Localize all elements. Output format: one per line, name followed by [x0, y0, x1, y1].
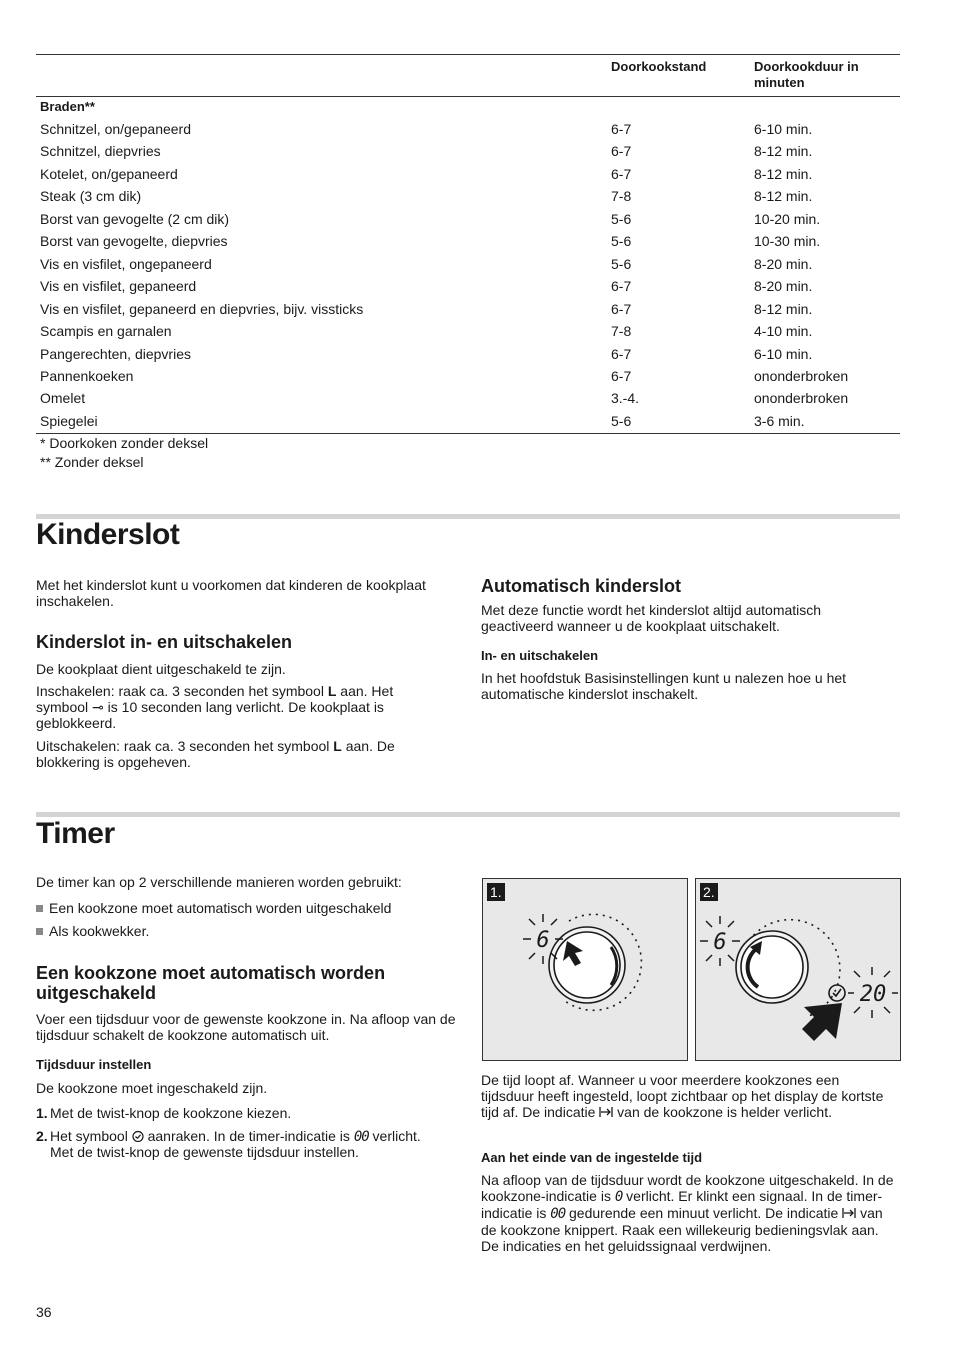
paragraph-uitschakelen: Uitschakelen: raak ca. 3 seconden het symbool L aan. De blokkering is opgeheven. — [36, 738, 395, 770]
duration-cell: 8-20 min. — [754, 255, 813, 272]
step-1: 1. Met de twist-knop de kookzone kiezen. — [36, 1105, 292, 1121]
figure-step-2 — [695, 878, 901, 1061]
paragraph-countdown: De tijd loopt af. Wanneer u voor meerdere kookzones een tijdsduur heeft ingesteld, loopt zichtbaar op het display de kortste tijd af. De indicatie van de kookzone is helder verlicht. — [481, 1072, 884, 1120]
kinderslot-intro: Met het kinderslot kunt u voorkomen dat kinderen de kookplaat inschakelen. — [36, 577, 426, 609]
col-header-level: Doorkookstand — [611, 59, 707, 74]
arrow-to-bar-icon — [599, 1106, 613, 1118]
dish-cell: Pannenkoeken — [40, 367, 134, 384]
list-item: Een kookzone moet automatisch worden uitgeschakeld — [36, 900, 391, 916]
minor-heading: In- en uitschakelen — [481, 648, 599, 663]
clock-icon — [829, 985, 845, 1001]
page-number: 36 — [36, 1304, 52, 1320]
key-icon: ⊸ — [92, 699, 104, 715]
level-cell: 7-8 — [611, 323, 632, 340]
duration-cell: 10-20 min. — [754, 210, 821, 227]
duration-cell: 6-10 min. — [754, 121, 813, 137]
duration-cell: 8-12 min. — [754, 143, 813, 160]
duration-cell: 10-30 min. — [754, 233, 821, 250]
lock-symbol: L — [327, 683, 337, 699]
level-cell: 5-6 — [611, 210, 632, 227]
table-row — [36, 275, 900, 297]
dish-cell: Scampis en garnalen — [40, 323, 172, 340]
paragraph: De kookzone moet ingeschakeld zijn. — [36, 1080, 268, 1096]
table-row — [36, 140, 900, 162]
table-row — [36, 343, 900, 365]
level-cell: 5-6 — [611, 412, 632, 429]
table-row — [36, 387, 900, 409]
level-cell: 5-6 — [611, 255, 632, 272]
dish-cell: Omelet — [40, 390, 86, 407]
section-title-kinderslot: Kinderslot — [36, 518, 180, 551]
paragraph: In het hoofdstuk Basisinstellingen kunt u nalezen hoe u het automatische kinderslot inschakelt. — [481, 670, 847, 702]
dish-cell: Steak (3 cm dik) — [40, 188, 142, 205]
header-divider — [36, 96, 900, 97]
dish-cell: Schnitzel, diepvries — [40, 143, 161, 160]
cooking-table — [36, 54, 900, 470]
bullet-icon — [36, 905, 43, 912]
group-label: Braden** — [40, 99, 95, 114]
level-cell: 6-7 — [611, 121, 632, 137]
zone-level-display: 6 — [713, 930, 727, 955]
duration-cell: ononderbroken — [754, 367, 849, 384]
timer-display: 20 — [859, 982, 887, 1007]
bullet-icon — [36, 928, 43, 935]
dish-cell: Borst van gevogelte (2 cm dik) — [40, 210, 230, 227]
minor-heading: Tijdsduur instellen — [36, 1057, 152, 1072]
dish-cell: Vis en visfilet, gepaneerd — [40, 278, 197, 295]
section-divider — [36, 812, 900, 817]
duration-cell: 8-12 min. — [754, 165, 813, 182]
table-row — [36, 320, 900, 342]
table-row — [36, 118, 900, 140]
level-cell: 6-7 — [611, 278, 632, 295]
table-row — [36, 208, 900, 230]
lock-symbol: L — [333, 738, 342, 754]
table-row — [36, 410, 900, 432]
figure-step-1 — [482, 878, 688, 1061]
figure-label: 2. — [700, 883, 718, 901]
table-row — [36, 365, 900, 387]
zone-level-display: 6 — [536, 928, 550, 953]
footnote: * Doorkoken zonder deksel — [40, 435, 209, 451]
subheading-kinderslot-toggle: Kinderslot in- en uitschakelen — [36, 632, 293, 652]
timer-intro: De timer kan op 2 verschillende manieren worden gebruikt: — [36, 874, 402, 890]
duration-cell: 4-10 min. — [754, 323, 813, 340]
list-item: Als kookwekker. — [36, 923, 149, 939]
duration-cell: 6-10 min. — [754, 345, 813, 362]
pointer-arrow-icon — [802, 1003, 842, 1041]
arrow-to-bar-icon — [842, 1207, 856, 1219]
level-cell: 6-7 — [611, 143, 632, 160]
paragraph: De kookplaat dient uitgeschakeld te zijn. — [36, 661, 286, 677]
level-cell: 3.-4. — [611, 390, 640, 407]
step-2: 2. Het symbool aanraken. In de timer-indicatie is 00 verlicht. — [36, 1128, 421, 1145]
paragraph-end-of-time: Na afloop van de tijdsduur wordt de kookzone uitgeschakeld. In de kookzone-indicatie is 0 verlicht. Er klinkt een signaal. In de timer-indicatie is 00 gedurende een minuut verlicht. De indicatie van de kookzone knippert. Raak een willekeurig bedieningsvlak aan. De indicaties en het geluidssignaal verdwijnen. — [481, 1172, 894, 1254]
duration-cell: 8-12 min. — [754, 300, 813, 317]
clock-icon — [132, 1130, 144, 1142]
level-cell: 6-7 — [611, 367, 632, 384]
table-row — [36, 253, 900, 275]
dish-cell: Borst van gevogelte, diepvries — [40, 233, 228, 250]
table-row — [36, 163, 900, 185]
dish-cell: Pangerechten, diepvries — [40, 345, 191, 362]
duration-cell: ononderbroken — [754, 390, 849, 407]
minor-heading: Aan het einde van de ingestelde tijd — [481, 1150, 703, 1165]
dish-cell: Kotelet, on/gepaneerd — [40, 165, 178, 182]
dish-cell: Spiegelei — [40, 412, 98, 429]
table-row — [36, 298, 900, 320]
paragraph-inschakelen: Inschakelen: raak ca. 3 seconden het symbool L aan. Het symbool ⊸ is 10 seconden lang verlicht. De kookplaat is geblokkeerd. — [36, 683, 394, 731]
paragraph: Voer een tijdsduur voor de gewenste kookzone in. Na afloop van de tijdsduur schakelt de kookzone automatisch uit. — [36, 1011, 456, 1043]
step-2-continued: Met de twist-knop de gewenste tijdsduur instellen. — [50, 1144, 359, 1160]
duration-cell: 8-20 min. — [754, 278, 813, 295]
figure-label: 1. — [487, 883, 505, 901]
twist-knob-illustration — [483, 879, 687, 1060]
level-cell: 7-8 — [611, 188, 632, 205]
subheading-automatisch-kinderslot: Automatisch kinderslot — [481, 576, 682, 596]
col-header-duration: Doorkookduur in minuten — [754, 59, 859, 90]
level-cell: 5-6 — [611, 233, 632, 250]
dish-cell: Vis en visfilet, gepaneerd en diepvries, bijv. vissticks — [40, 300, 364, 317]
table-row — [36, 230, 900, 252]
footnote: ** Zonder deksel — [40, 454, 144, 470]
level-cell: 6-7 — [611, 300, 632, 317]
paragraph: Met deze functie wordt het kinderslot altijd automatisch geactiveerd wanneer u de kookplaat uitschakelt. — [481, 602, 822, 634]
dish-cell: Vis en visfilet, ongepaneerd — [40, 255, 212, 272]
subheading-auto-off: Een kookzone moet automatisch worden uitgeschakeld — [36, 963, 386, 1003]
section-title-timer: Timer — [36, 817, 115, 850]
duration-cell: 3-6 min. — [754, 412, 805, 429]
level-cell: 6-7 — [611, 165, 632, 182]
dish-cell: Schnitzel, on/gepaneerd — [40, 121, 191, 137]
table-row — [36, 185, 900, 207]
twist-knob-timer-illustration — [696, 879, 900, 1060]
duration-cell: 8-12 min. — [754, 188, 813, 205]
level-cell: 6-7 — [611, 345, 632, 362]
